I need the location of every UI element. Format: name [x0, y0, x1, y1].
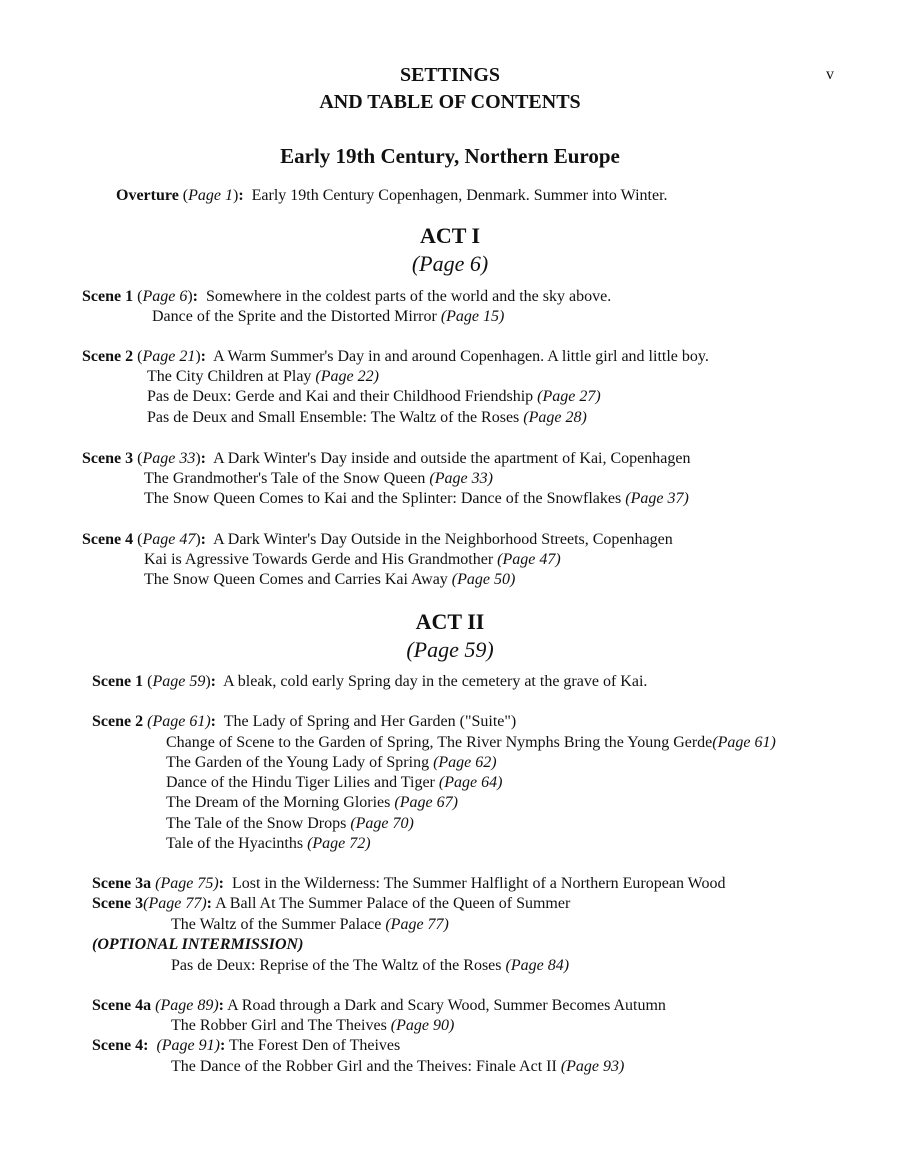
item-page: (Page 62) [433, 754, 497, 771]
intermission-line [92, 935, 303, 955]
scene-page: Page 59 [152, 673, 206, 690]
item-text: Tale of the Hyacinths [166, 835, 304, 852]
item-text: Dance of the Hindu Tiger Lilies and Tiger [166, 774, 435, 791]
overture-label: Overture [116, 187, 179, 204]
item-text: Pas de Deux and Small Ensemble: The Waltz of the Roses [147, 409, 520, 426]
scene-label: Scene 2 [82, 348, 134, 365]
item-page: (Page 22) [315, 368, 379, 385]
scene-text: The Forest Den of Theives [229, 1037, 401, 1054]
item-text: The Tale of the Snow Drops [166, 815, 347, 832]
scene-page: (Page 89) [155, 997, 219, 1014]
item-text: The Dance of the Robber Girl and the Theives: Finale Act II [171, 1058, 557, 1075]
act2-scene2-item2 [166, 753, 497, 773]
item-page: (Page 72) [307, 835, 371, 852]
scene-text: A bleak, cold early Spring day in the cemetery at the grave of Kai. [223, 673, 648, 690]
scene-page: Page 6 [142, 288, 188, 305]
item-page: (Page 64) [438, 774, 503, 791]
item-page: (Page 77) [385, 916, 449, 933]
item-text: The Snow Queen Comes to Kai and the Splinter: Dance of the Snowflakes [144, 490, 622, 507]
act1-scene4-line: Scene 4 (Page 47): A Dark Winter's Day Outside in the Neighborhood Streets, Copenhagen [82, 531, 673, 548]
scene-text: Lost in the Wilderness: The Summer Halflight of a Northern European Wood [231, 875, 726, 892]
scene-label: Scene 2 [92, 713, 144, 730]
scene-page: Page 33 [142, 450, 196, 467]
reprise-line [171, 956, 569, 976]
scene-label: Scene 1 [92, 673, 144, 690]
scene-label: Scene 3 [82, 450, 134, 467]
scene-text: A Road through a Dark and Scary Wood, Summer Becomes Autumn [227, 997, 666, 1014]
act1-scene2-item3 [147, 408, 587, 428]
act2-scene4-line: Scene 4: (Page 91): The Forest Den of Theives [92, 1037, 401, 1054]
act2-scene4-item1 [171, 1057, 624, 1077]
act2-scene3-line: Scene 3(Page 77): A Ball At The Summer Palace of the Queen of Summer [92, 895, 571, 912]
act1-scene2-item1 [147, 367, 379, 387]
scene-page: (Page 61) [147, 713, 211, 730]
item-page: (Page 61) [712, 734, 776, 751]
act2-scene2-line: Scene 2 (Page 61): The Lady of Spring and Her Garden ("Suite") [92, 713, 517, 730]
item-text: The Waltz of the Summer Palace [171, 916, 382, 933]
item-text: The Garden of the Young Lady of Spring [166, 754, 430, 771]
act1-scene3-item2 [144, 489, 689, 509]
title-line-2: AND TABLE OF CONTENTS [319, 91, 581, 113]
item-text: The Robber Girl and The Theives [171, 1017, 387, 1034]
scene-text: Somewhere in the coldest parts of the world and the sky above. [205, 288, 612, 305]
scene-label: Scene 1 [82, 288, 134, 305]
act1-scene2-line: Scene 2 (Page 21): A Warm Summer's Day in and around Copenhagen. A little girl and little boy. [82, 348, 709, 365]
overture-page: Page 1 [188, 187, 233, 204]
item-text: Kai is Agressive Towards Gerde and His Grandmother [144, 551, 494, 568]
overture-text: Early 19th Century Copenhagen, Denmark. Summer into Winter. [251, 187, 668, 204]
act2-scene2-item5 [166, 814, 414, 834]
item-page: (Page 93) [560, 1058, 625, 1075]
item-page: (Page 27) [537, 388, 601, 405]
item-page: (Page 47) [497, 551, 561, 568]
item-text: The City Children at Play [147, 368, 312, 385]
era-heading: Early 19th Century, Northern Europe [280, 144, 620, 168]
act1-scene1-line: Scene 1 (Page 6): Somewhere in the coldest parts of the world and the sky above. [82, 288, 612, 305]
act1-scene4-item2 [144, 570, 515, 590]
scene-page: Page 21 [142, 348, 196, 365]
item-page: (Page 15) [440, 308, 505, 325]
act2-scene3-item1 [171, 915, 449, 935]
item-page: (Page 90) [390, 1017, 455, 1034]
scene-label: Scene 3a [92, 875, 152, 892]
act1-scene3-line: Scene 3 (Page 33): A Dark Winter's Day inside and outside the apartment of Kai, Copenhagen [82, 450, 691, 467]
act-2-page: (Page 59) [406, 637, 494, 662]
item-page: (Page 67) [394, 794, 458, 811]
scene-page: Page 47 [142, 531, 196, 548]
act2-scene2-item4 [166, 793, 458, 813]
act1-scene2-item2 [147, 387, 601, 407]
scene-label: Scene 3 [92, 895, 144, 912]
scene-text: A Dark Winter's Day Outside in the Neighborhood Streets, Copenhagen [213, 531, 673, 548]
scene-text: A Dark Winter's Day inside and outside the apartment of Kai, Copenhagen [213, 450, 691, 467]
act-1-page: (Page 6) [411, 251, 489, 276]
act2-scene2-item6 [166, 834, 371, 854]
act1-scene4-item1 [144, 550, 561, 570]
intermission-text: (OPTIONAL INTERMISSION) [92, 936, 304, 953]
scene-label: Scene 4a [92, 997, 152, 1014]
scene-text: A Warm Summer's Day in and around Copenhagen. A little girl and little boy. [213, 348, 709, 365]
scene-page: (Page 75) [155, 875, 219, 892]
item-text: Change of Scene to the Garden of Spring, The River Nymphs Bring the Young Gerde [166, 734, 713, 751]
scene-label: Scene 4: [92, 1037, 149, 1054]
item-page: (Page 37) [625, 490, 689, 507]
overture-line: Overture (Page 1): Early 19th Century Copenhagen, Denmark. Summer into Winter. [116, 187, 668, 204]
scene-label: Scene 4 [82, 531, 134, 548]
item-text: Dance of the Sprite and the Distorted Mirror [152, 308, 437, 325]
item-text: The Snow Queen Comes and Carries Kai Away [144, 571, 448, 588]
act2-scene4a-line: Scene 4a (Page 89): A Road through a Dark and Scary Wood, Summer Becomes Autumn [92, 997, 666, 1014]
act2-scene3a-line: Scene 3a (Page 75): Lost in the Wilderness: The Summer Halflight of a Northern European Wood [92, 875, 726, 892]
act-1-heading: ACT I [419, 223, 481, 248]
item-text: The Grandmother's Tale of the Snow Queen [144, 470, 426, 487]
item-text: The Dream of the Morning Glories [166, 794, 391, 811]
act2-scene2-item3 [166, 773, 502, 793]
item-text: Pas de Deux: Reprise of the The Waltz of the Roses [171, 957, 502, 974]
item-page: (Page 33) [429, 470, 493, 487]
item-page: (Page 50) [451, 571, 516, 588]
act1-scene3-item1 [144, 469, 493, 489]
item-text: Pas de Deux: Gerde and Kai and their Childhood Friendship [147, 388, 534, 405]
scene-page: (Page 77) [143, 895, 207, 912]
act-2-heading: ACT II [415, 609, 485, 634]
title-line-1: SETTINGS [399, 64, 501, 86]
act1-scene1-item1 [152, 307, 504, 327]
scene-page: (Page 91) [156, 1037, 220, 1054]
scene-text: The Lady of Spring and Her Garden ("Suite") [223, 713, 517, 730]
page-number: v [826, 66, 834, 83]
act2-scene1-line: Scene 1 (Page 59): A bleak, cold early Spring day in the cemetery at the grave of Kai. [92, 673, 648, 690]
item-page: (Page 84) [505, 957, 570, 974]
scene-text: A Ball At The Summer Palace of the Queen of Summer [215, 895, 571, 912]
act2-scene2-item1 [166, 733, 776, 753]
item-page: (Page 70) [350, 815, 414, 832]
act2-scene4a-item1 [171, 1016, 454, 1036]
item-page: (Page 28) [523, 409, 587, 426]
